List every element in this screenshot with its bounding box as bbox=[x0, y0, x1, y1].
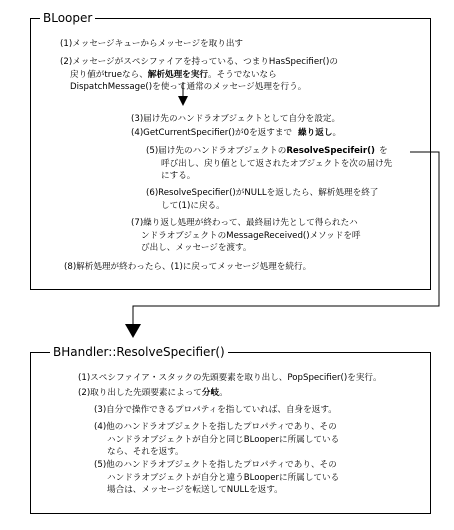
blooper-step-3: (3)届け先のハンドラオブジェクトとして自分を設定。 bbox=[131, 114, 341, 124]
arrow-head-step3 bbox=[178, 96, 188, 106]
blooper-step-6: (6)ResolveSpecifier()がNULLを返したら、解析処理を終了 して(1)に戻る。 bbox=[146, 188, 379, 211]
arrow-head-bhandler bbox=[125, 324, 141, 338]
blooper-step-5: (5)届け先のハンドラオブジェクトのResolveSpecifeir() を 呼び出し、戻り値として返されたオブジェクトを次の届け先 にする。 bbox=[146, 146, 393, 181]
connector-to-bhandler bbox=[133, 152, 439, 326]
bhandler-step-1: (1)スペシファイア・スタックの先頭要素を取り出し、PopSpecifier()を実行。 bbox=[78, 373, 382, 383]
bhandler-title: BHandler::ResolveSpecifier() bbox=[50, 345, 228, 359]
blooper-step-1: (1)メッセージキューからメッセージを取り出す bbox=[60, 39, 244, 49]
bhandler-step-4: (4)他のハンドラオブジェクトを指したプロパティであり、その ハンドラオブジェクトが自分と同じBLooperに所属している なら、それを返す。 bbox=[94, 422, 340, 457]
bhandler-step-2: (2)取り出した先頭要素によって分岐。 bbox=[78, 388, 228, 398]
blooper-title: BLooper bbox=[40, 11, 95, 25]
bhandler-step-3: (3)自分で操作できるプロパティを指していれば、自身を返す。 bbox=[94, 405, 337, 415]
blooper-step-4: (4)GetCurrentSpecifier()が0を返すまで 繰り返し。 bbox=[131, 128, 342, 138]
blooper-step-2: (2)メッセージがスペシファイアを持っている、つまりHasSpecifier()の 戻り値がtrueなら、解析処理を実行。そうでないなら DispatchMessage()を使って通常のメッセージ処理を行う。 bbox=[60, 57, 338, 92]
blooper-step-8: (8)解析処理が終わったら、(1)に戻ってメッセージ処理を続行。 bbox=[64, 262, 312, 272]
bhandler-step-5: (5)他のハンドラオブジェクトを指したプロパティであり、その ハンドラオブジェクトが自分と違うBLooperに所属している 場合は、メッセージを転送してNULLを返す。 bbox=[94, 460, 340, 495]
blooper-step-7: (7)繰り返し処理が終わって、最終届け先として得られたハ ンドラオブジェクトのMessageReceived()メソッドを呼 び出し、メッセージを渡す。 bbox=[131, 218, 361, 253]
